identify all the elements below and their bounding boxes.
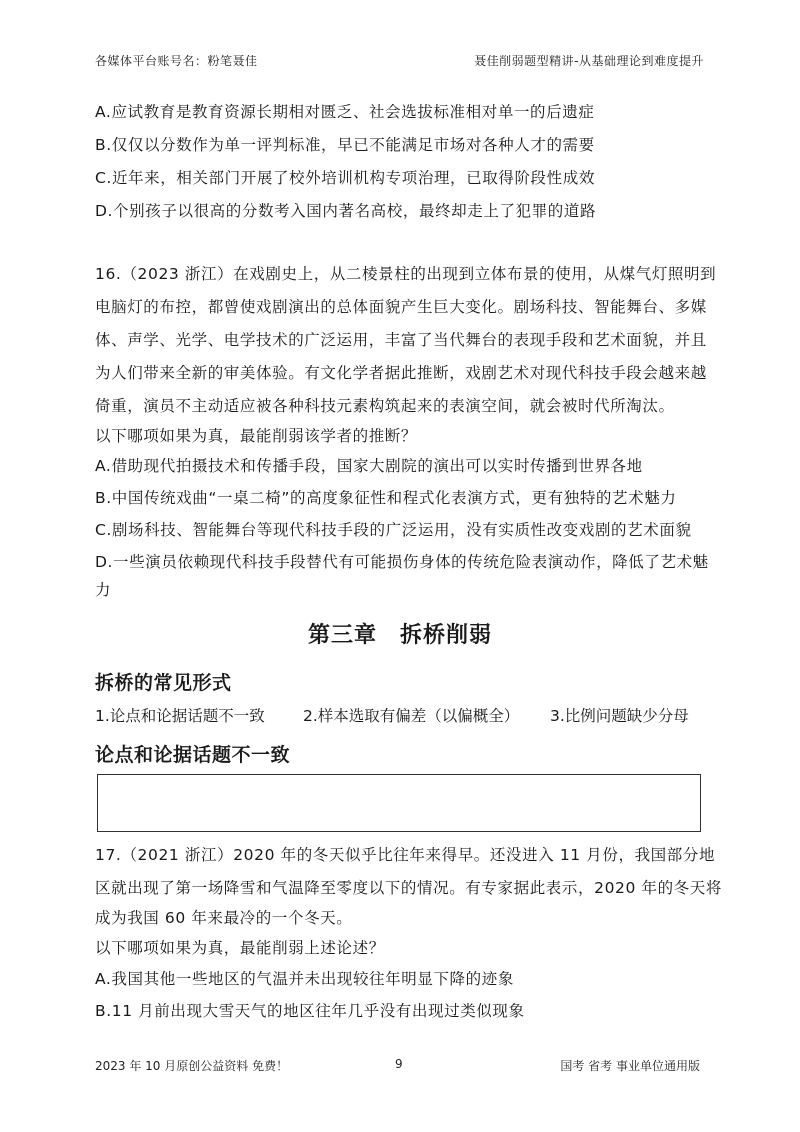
q16-stem-line: 倚重，演员不主动适应被各种科技元素构筑起来的表演空间，就会被时代所淘汰。 <box>95 397 675 415</box>
page-number: 9 <box>395 1057 403 1071</box>
q17-question: 以下哪项如果为真，最能削弱上述论述？ <box>95 939 385 957</box>
chapter-title: 第三章 拆桥削弱 <box>307 623 492 648</box>
q16-option-b: B.中国传统戏曲“一桌二椅”的高度象征性和程式化表演方式，更有独特的艺术魅力 <box>95 489 677 507</box>
q16-stem-line: 16.（2023 浙江）在戏剧史上，从二棱景柱的出现到立体布景的使用，从煤气灯照明到 <box>95 265 717 283</box>
footer-left: 2023 年 10 月原创公益资料 免费！ <box>95 1059 289 1073</box>
q17-stem-line: 成为我国 60 年来最冷的一个冬天。 <box>95 909 353 927</box>
q16-option-d-cont: 力 <box>95 581 112 599</box>
q16-stem-line: 为人们带来全新的审美体验。有文化学者据此推断，戏剧艺术对现代科技手段会越来越 <box>95 364 707 382</box>
q16-option-c: C.剧场科技、智能舞台等现代科技手段的广泛运用，没有实质性改变戏剧的艺术面貌 <box>95 521 692 539</box>
footer-right: 国考 省考 事业单位通用版 <box>560 1059 700 1073</box>
section-heading: 论点和论据话题不一致 <box>95 744 291 766</box>
q16-option-d: D.一些演员依赖现代科技手段替代有可能损伤身体的传统危险表演动作，降低了艺术魅 <box>95 553 709 571</box>
q17-option-a: A.我国其他一些地区的气温并未出现较往年明显下降的迹象 <box>95 970 514 988</box>
header-left: 各媒体平台账号名：粉笔聂佳 <box>95 54 258 68</box>
blank-answer-box <box>97 774 701 832</box>
q16-option-a: A.借助现代拍摄技术和传播手段，国家大剧院的演出可以实时传播到世界各地 <box>95 457 643 475</box>
q16-stem-line: 体、声学、光学、电学技术的广泛运用，丰富了当代舞台的表现手段和艺术面貌，并且 <box>95 331 707 349</box>
q15-option-b: B.仅仅以分数作为单一评判标准，早已不能满足市场对各种人才的需要 <box>95 136 595 154</box>
form-item-3: 3.比例问题缺少分母 <box>550 707 689 725</box>
forms-heading: 拆桥的常见形式 <box>95 672 232 694</box>
header-right: 聂佳削弱题型精讲-从基础理论到难度提升 <box>474 54 704 68</box>
form-item-1: 1.论点和论据话题不一致 <box>95 707 265 725</box>
q15-option-d: D.个别孩子以很高的分数考入国内著名高校，最终却走上了犯罪的道路 <box>95 202 597 220</box>
q17-stem-line: 区就出现了第一场降雪和气温降至零度以下的情况。有专家据此表示，2020 年的冬天将 <box>95 879 722 897</box>
q17-stem-line: 17.（2021 浙江）2020 年的冬天似乎比往年来得早。还没进入 11 月份，我国部分地 <box>95 846 716 864</box>
q17-option-b: B.11 月前出现大雪天气的地区往年几乎没有出现过类似现象 <box>95 1002 525 1020</box>
q15-option-c: C.近年来，相关部门开展了校外培训机构专项治理，已取得阶段性成效 <box>95 169 595 187</box>
form-item-2: 2.样本选取有偏差（以偏概全） <box>303 707 520 725</box>
q16-stem-line: 电脑灯的布控，都曾使戏剧演出的总体面貌产生巨大变化。剧场科技、智能舞台、多媒 <box>95 298 707 316</box>
q16-question: 以下哪项如果为真，最能削弱该学者的推断？ <box>95 427 418 445</box>
q15-option-a: A.应试教育是教育资源长期相对匮乏、社会选拔标准相对单一的后遗症 <box>95 103 595 121</box>
